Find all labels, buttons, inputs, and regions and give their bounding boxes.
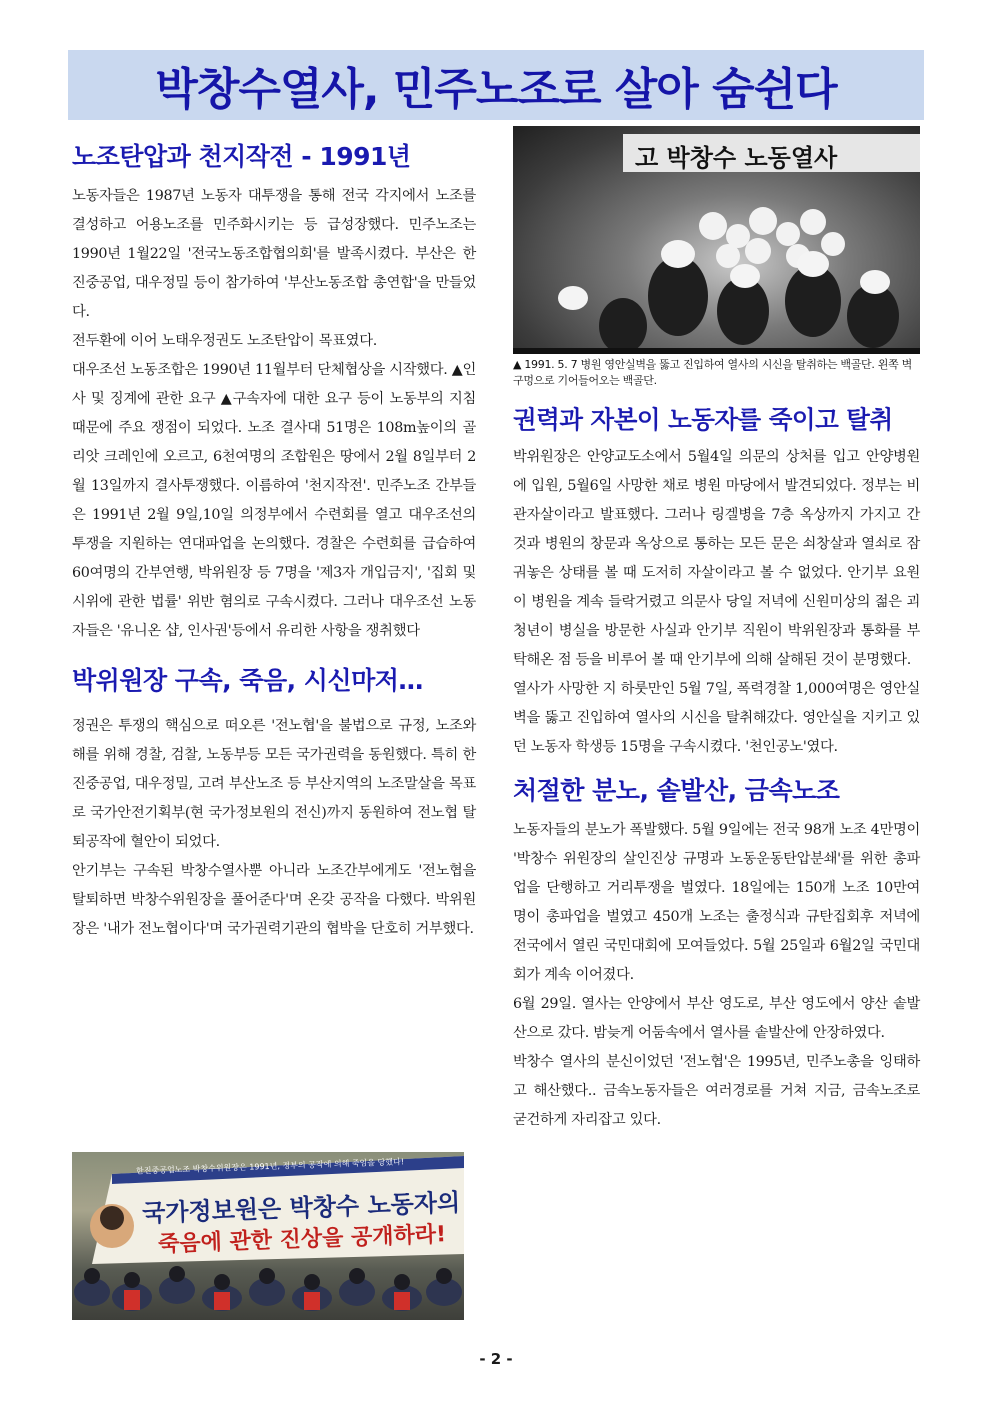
protest-banner-line2: 죽음에 관한 진상을 공개하라! (157, 1222, 447, 1258)
protest-banner-top-text: 한진중공업노조 박창수위원장은 1991년, 정부의 공작에 의해 죽임을 당했다! (135, 1157, 405, 1176)
paragraph: 박창수 열사의 분신이었던 '전노협'은 1995년, 민주노총을 잉태하고 해산했다.. 금속노동자들은 여러경로를 거쳐 지금, 금속노조로 굳건하게 자리잡고 있다. (513, 1054, 920, 1128)
paragraph: 노동자들은 1987년 노동자 대투쟁을 통해 전국 각지에서 노조를 결성하고 어용노조를 민주화시키는 등 급성장했다. 민주노조는 1990년 1월22일 '전국노동조합협의회'를 발족시켰다. 부산은 한진중공업, 대우정밀 등이 참가하여 '부산노동조합 총연합'을 만들었다. (72, 188, 476, 320)
section-heading-seizure: 권력과 자본이 노동자를 죽이고 탈취 (513, 405, 893, 434)
paragraph: 안기부는 구속된 박창수열사뿐 아니라 노조간부에게도 '전노협을 탈퇴하면 박창수위원장을 풀어준다'며 온갖 공작을 다했다. 박위원장은 '내가 전노협이다'며 국가권력기관의 협박을 단호히 거부했다. (72, 863, 476, 937)
paragraph: 박위원장은 안양교도소에서 5월4일 의문의 상처를 입고 안양병원에 입원, 5월6일 사망한 채로 병원 마당에서 발견되었다. 정부는 비관자살이라고 발표했다. 그러나 링겔병을 7층 옥상까지 가지고 간 것과 병원의 창문과 옥상으로 통하는 모든 문은 쇠창살과 열쇠로 잠궈놓은 상태를 볼 때 도저히 자살이라고 볼 수 없었다. 안기부 요원이 병원을 계속 들락거렸고 의문사 당일 저녁에 신원미상의 젊은 괴청년이 병실을 방문한 사실과 안기부 직원이 박위원장과 통화를 부탁해온 점 등을 비루어 볼 때 안기부에 의해 살해된 것이 분명했다. (513, 449, 920, 668)
page-title: 박창수열사, 민주노조로 살아 숨쉰다 (155, 64, 837, 115)
section-heading-crackdown: 노조탄압과 천지작전 - 1991년 (72, 142, 411, 171)
memorial-photo (513, 126, 920, 354)
protest-banner-line1: 국가정보원은 박창수 노동자의 (141, 1188, 461, 1228)
photo-caption: ▲ 1991. 5. 7 병원 영안실벽을 뚫고 진입하여 열사의 시신을 탈취하는 백골단. 왼쪽 벽구멍으로 기어들어오는 백골단. (513, 358, 912, 387)
title-banner (68, 50, 924, 120)
paragraph: 대우조선 노동조합은 1990년 11월부터 단체협상을 시작했다. ▲인사 및 징계에 관한 요구 ▲구속자에 대한 요구 등이 노동부의 지침때문에 주요 쟁점이 되었다. 노조 결사대 51명은 108m높이의 골리앗 크레인에 오르고, 6천여명의 조합원은 땅에서 2월 8일부터 2월 13일까지 결사투쟁했다. 이름하여 '천지작전'. 민주노조 간부들은 1991년 2월 9일,10일 의정부에서 수련회를 열고 대우조선의 투쟁을 지원하는 연대파업을 논의했다. 경찰은 수련회를 급습하여 60여명의 간부연행, 박위원장 등 7명을 '제3자 개입금지', '집회 및 시위에 관한 법률' 위반 혐의로 구속시켰다. 그러나 대우조선 노동자들은 '유니온 샵, 인사권'등에서 유리한 사항을 쟁취했다 (72, 362, 476, 639)
page-number: - 2 - (479, 1350, 513, 1368)
section-heading-arrest: 박위원장 구속, 죽음, 시신마저… (72, 666, 423, 695)
paragraph: 정권은 투쟁의 핵심으로 떠오른 '전노협'을 불법으로 규정, 노조와해를 위해 경찰, 검찰, 노동부등 모든 국가권력을 동원했다. 특히 한진중공업, 대우정밀, 고려 부산노조 등 부산지역의 노조말살을 목표로 국가안전기획부(현 국가정보원의 전신)까지 동원하여 전노협 탈퇴공작에 혈안이 되었다. (72, 718, 476, 850)
memorial-sign-text: 고 박창수 노동열사 (635, 144, 838, 172)
protest-photo (72, 1152, 464, 1320)
paragraph: 노동자들의 분노가 폭발했다. 5월 9일에는 전국 98개 노조 4만명이 '박창수 위원장의 살인진상 규명과 노동운동탄압분쇄'를 위한 총파업을 단행하고 거리투쟁을 벌였다. 18일에는 150개 노조 10만여 명이 총파업을 벌였고 450개 노조는 출정식과 규탄집회후 저녁에 전국에서 열린 국민대회에 모여들었다. 5월 25일과 6월2일 국민대회가 계속 이어졌다. (513, 822, 920, 983)
section-heading-anger: 처절한 분노, 솥발산, 금속노조 (513, 776, 840, 805)
paragraph: 6월 29일. 열사는 안양에서 부산 영도로, 부산 영도에서 양산 솥발산으로 갔다. 밤늦게 어둠속에서 열사를 솥발산에 안장하였다. (513, 996, 920, 1041)
left-column (72, 140, 476, 944)
right-column (513, 126, 920, 1135)
paragraph: 전두환에 이어 노태우정권도 노조탄압이 목표였다. (72, 333, 377, 349)
paragraph: 열사가 사망한 지 하룻만인 5월 7일, 폭력경찰 1,000여명은 영안실 벽을 뚫고 진입하여 열사의 시신을 탈취해갔다. 영안실을 지키고 있던 노동자 학생등 15명을 구속시켰다. '천인공노'였다. (513, 681, 920, 755)
